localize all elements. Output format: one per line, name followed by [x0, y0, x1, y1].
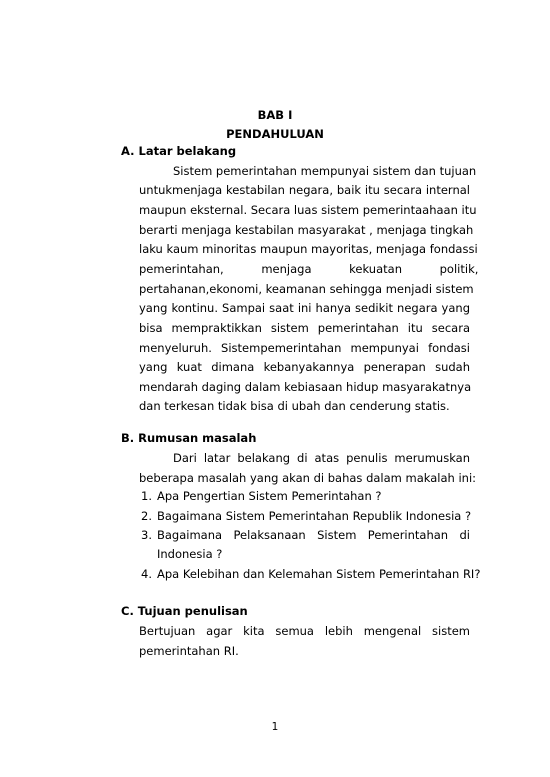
paragraph-line: laku kaum minoritas maupun mayoritas, menjaga fondassi: [139, 242, 478, 256]
list-item-continuation: Indonesia ?: [157, 547, 223, 561]
list-item: Bagaimana Pelaksanaan Sistem Pemerintahan di: [157, 528, 470, 542]
list-item: Apa Kelebihan dan Kelemahan Sistem Pemerintahan RI?: [157, 567, 481, 581]
list-item: Bagaimana Sistem Pemerintahan Republik Indonesia ?: [157, 509, 472, 523]
paragraph-line: Sistem pemerintahan mempunyai sistem dan tujuan: [173, 164, 477, 178]
page-number: 1: [271, 721, 279, 733]
paragraph-line: berarti menjaga kestabilan masyarakat , menjaga tingkah: [139, 223, 474, 237]
paragraph-line: Dari latar belakang di atas penulis merumuskan: [173, 451, 470, 465]
section-a-heading: A. Latar belakang: [121, 144, 237, 158]
paragraph-line: bisa mempraktikkan sistem pemerintahan itu secara: [139, 321, 470, 335]
paragraph-line: pemerintahan RI.: [139, 644, 239, 658]
paragraph-line: yang kontinu. Sampai saat ini hanya sedikit negara yang: [139, 301, 470, 315]
chapter-title: PENDAHULUAN: [226, 127, 324, 141]
paragraph-line: dan terkesan tidak bisa di ubah dan cenderung statis.: [139, 399, 450, 413]
list-number: 2.: [141, 509, 152, 523]
paragraph-line: pertahanan,ekonomi, keamanan sehingga menjadi sistem: [139, 282, 474, 296]
paragraph-line: Bertujuan agar kita semua lebih mengenal sistem: [139, 624, 470, 638]
paragraph-line: maupun eksternal. Secara luas sistem pemerintaahaan itu: [139, 203, 477, 217]
chapter-label: BAB I: [257, 108, 293, 122]
section-b-heading: B. Rumusan masalah: [121, 431, 257, 445]
list-item: Apa Pengertian Sistem Pemerintahan ?: [157, 489, 382, 503]
paragraph-line: untukmenjaga kestabilan negara, baik itu secara internal: [139, 183, 470, 197]
paragraph-line: pemerintahan, menjaga kekuatan politik,: [139, 262, 479, 276]
section-c-heading: C. Tujuan penulisan: [121, 604, 248, 618]
list-number: 4.: [141, 567, 152, 581]
list-number: 1.: [141, 489, 152, 503]
paragraph-line: yang kuat dimana kebanyakannya penerapan sudah: [139, 360, 470, 374]
paragraph-line: mendarah daging dalam kebiasaan hidup masyarakatnya: [139, 380, 472, 394]
paragraph-line: menyeluruh. Sistempemerintahan mempunyai fondasi: [139, 341, 470, 355]
paragraph-line: beberapa masalah yang akan di bahas dalam makalah ini:: [139, 471, 477, 485]
list-number: 3.: [141, 528, 152, 542]
